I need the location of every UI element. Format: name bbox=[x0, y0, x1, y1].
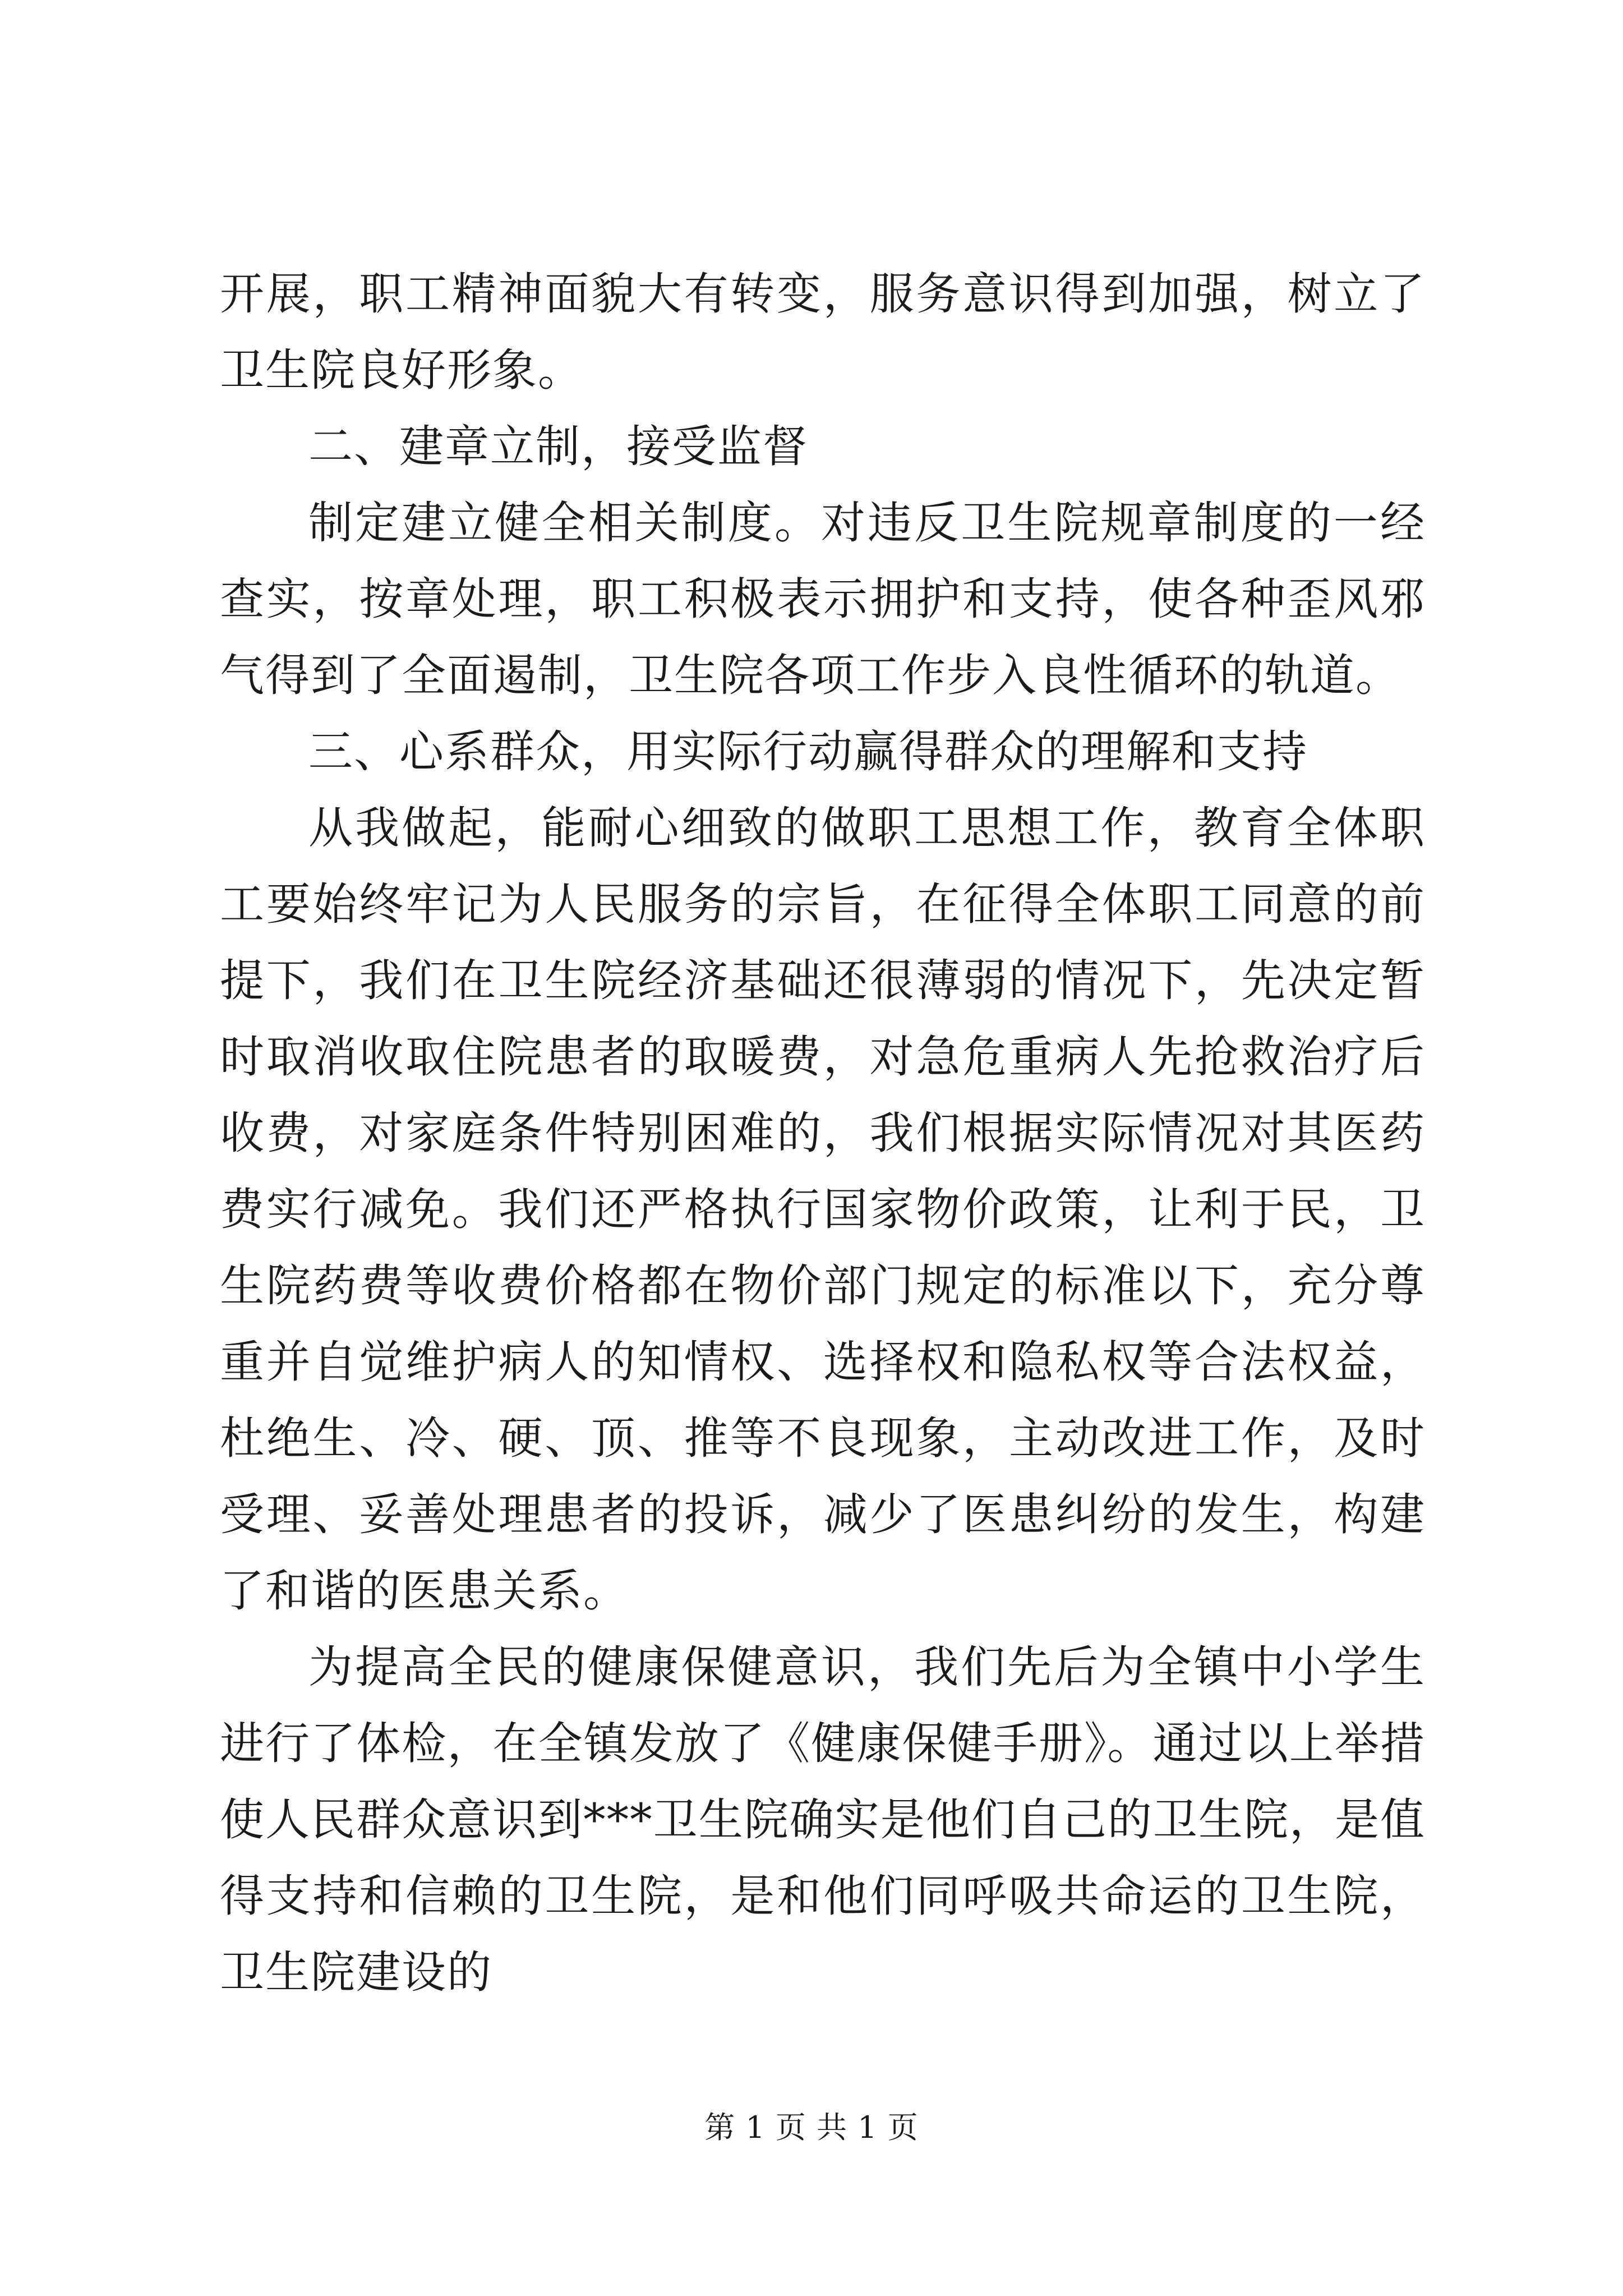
page-footer: 第 1 页 共 1 页 bbox=[704, 2110, 919, 2145]
paragraph-rules: 制定建立健全相关制度。对违反卫生院规章制度的一经查实，按章处理，职工积极表示拥护和支持，使各种歪风邪气得到了全面遏制，卫生院各项工作步入良性循环的轨道。 bbox=[220, 497, 1426, 701]
paragraph-health: 为提高全民的健康保健意识，我们先后为全镇中小学生进行了体检，在全镇发放了《健康保健手册》。通过以上举措使人民群众意识到***卫生院确实是他们自己的卫生院，是值得支持和信赖的卫生院，是和他们同呼吸共命运的卫生院，卫生院建设的 bbox=[220, 1641, 1426, 1998]
paragraph-service: 从我做起，能耐心细致的做职工思想工作，教育全体职工要始终牢记为人民服务的宗旨，在征得全体职工同意的前提下，我们在卫生院经济基础还很薄弱的情况下，先决定暂时取消收取住院患者的取暖费，对急危重病人先抢救治疗后收费，对家庭条件特别困难的，我们根据实际情况对其医药费实行减免。我们还严格执行国家物价政策，让利于民，卫生院药费等收费价格都在物价部门规定的标准以下，充分尊重并自觉维护病人的知情权、选择权和隐私权等合法权益，杜绝生、冷、硬、顶、推等不良现象，主动改进工作，及时受理、妥善处理患者的投诉，减少了医患纠纷的发生，构建了和谐的医患关系。 bbox=[220, 802, 1426, 1617]
section-heading-3: 三、心系群众，用实际行动赢得群众的理解和支持 bbox=[308, 726, 1308, 777]
section-heading-2: 二、建章立制，接受监督 bbox=[308, 421, 808, 472]
paragraph-continuation: 开展，职工精神面貌大有转变，服务意识得到加强，树立了卫生院良好形象。 bbox=[220, 268, 1426, 396]
document-body bbox=[220, 256, 1426, 2010]
